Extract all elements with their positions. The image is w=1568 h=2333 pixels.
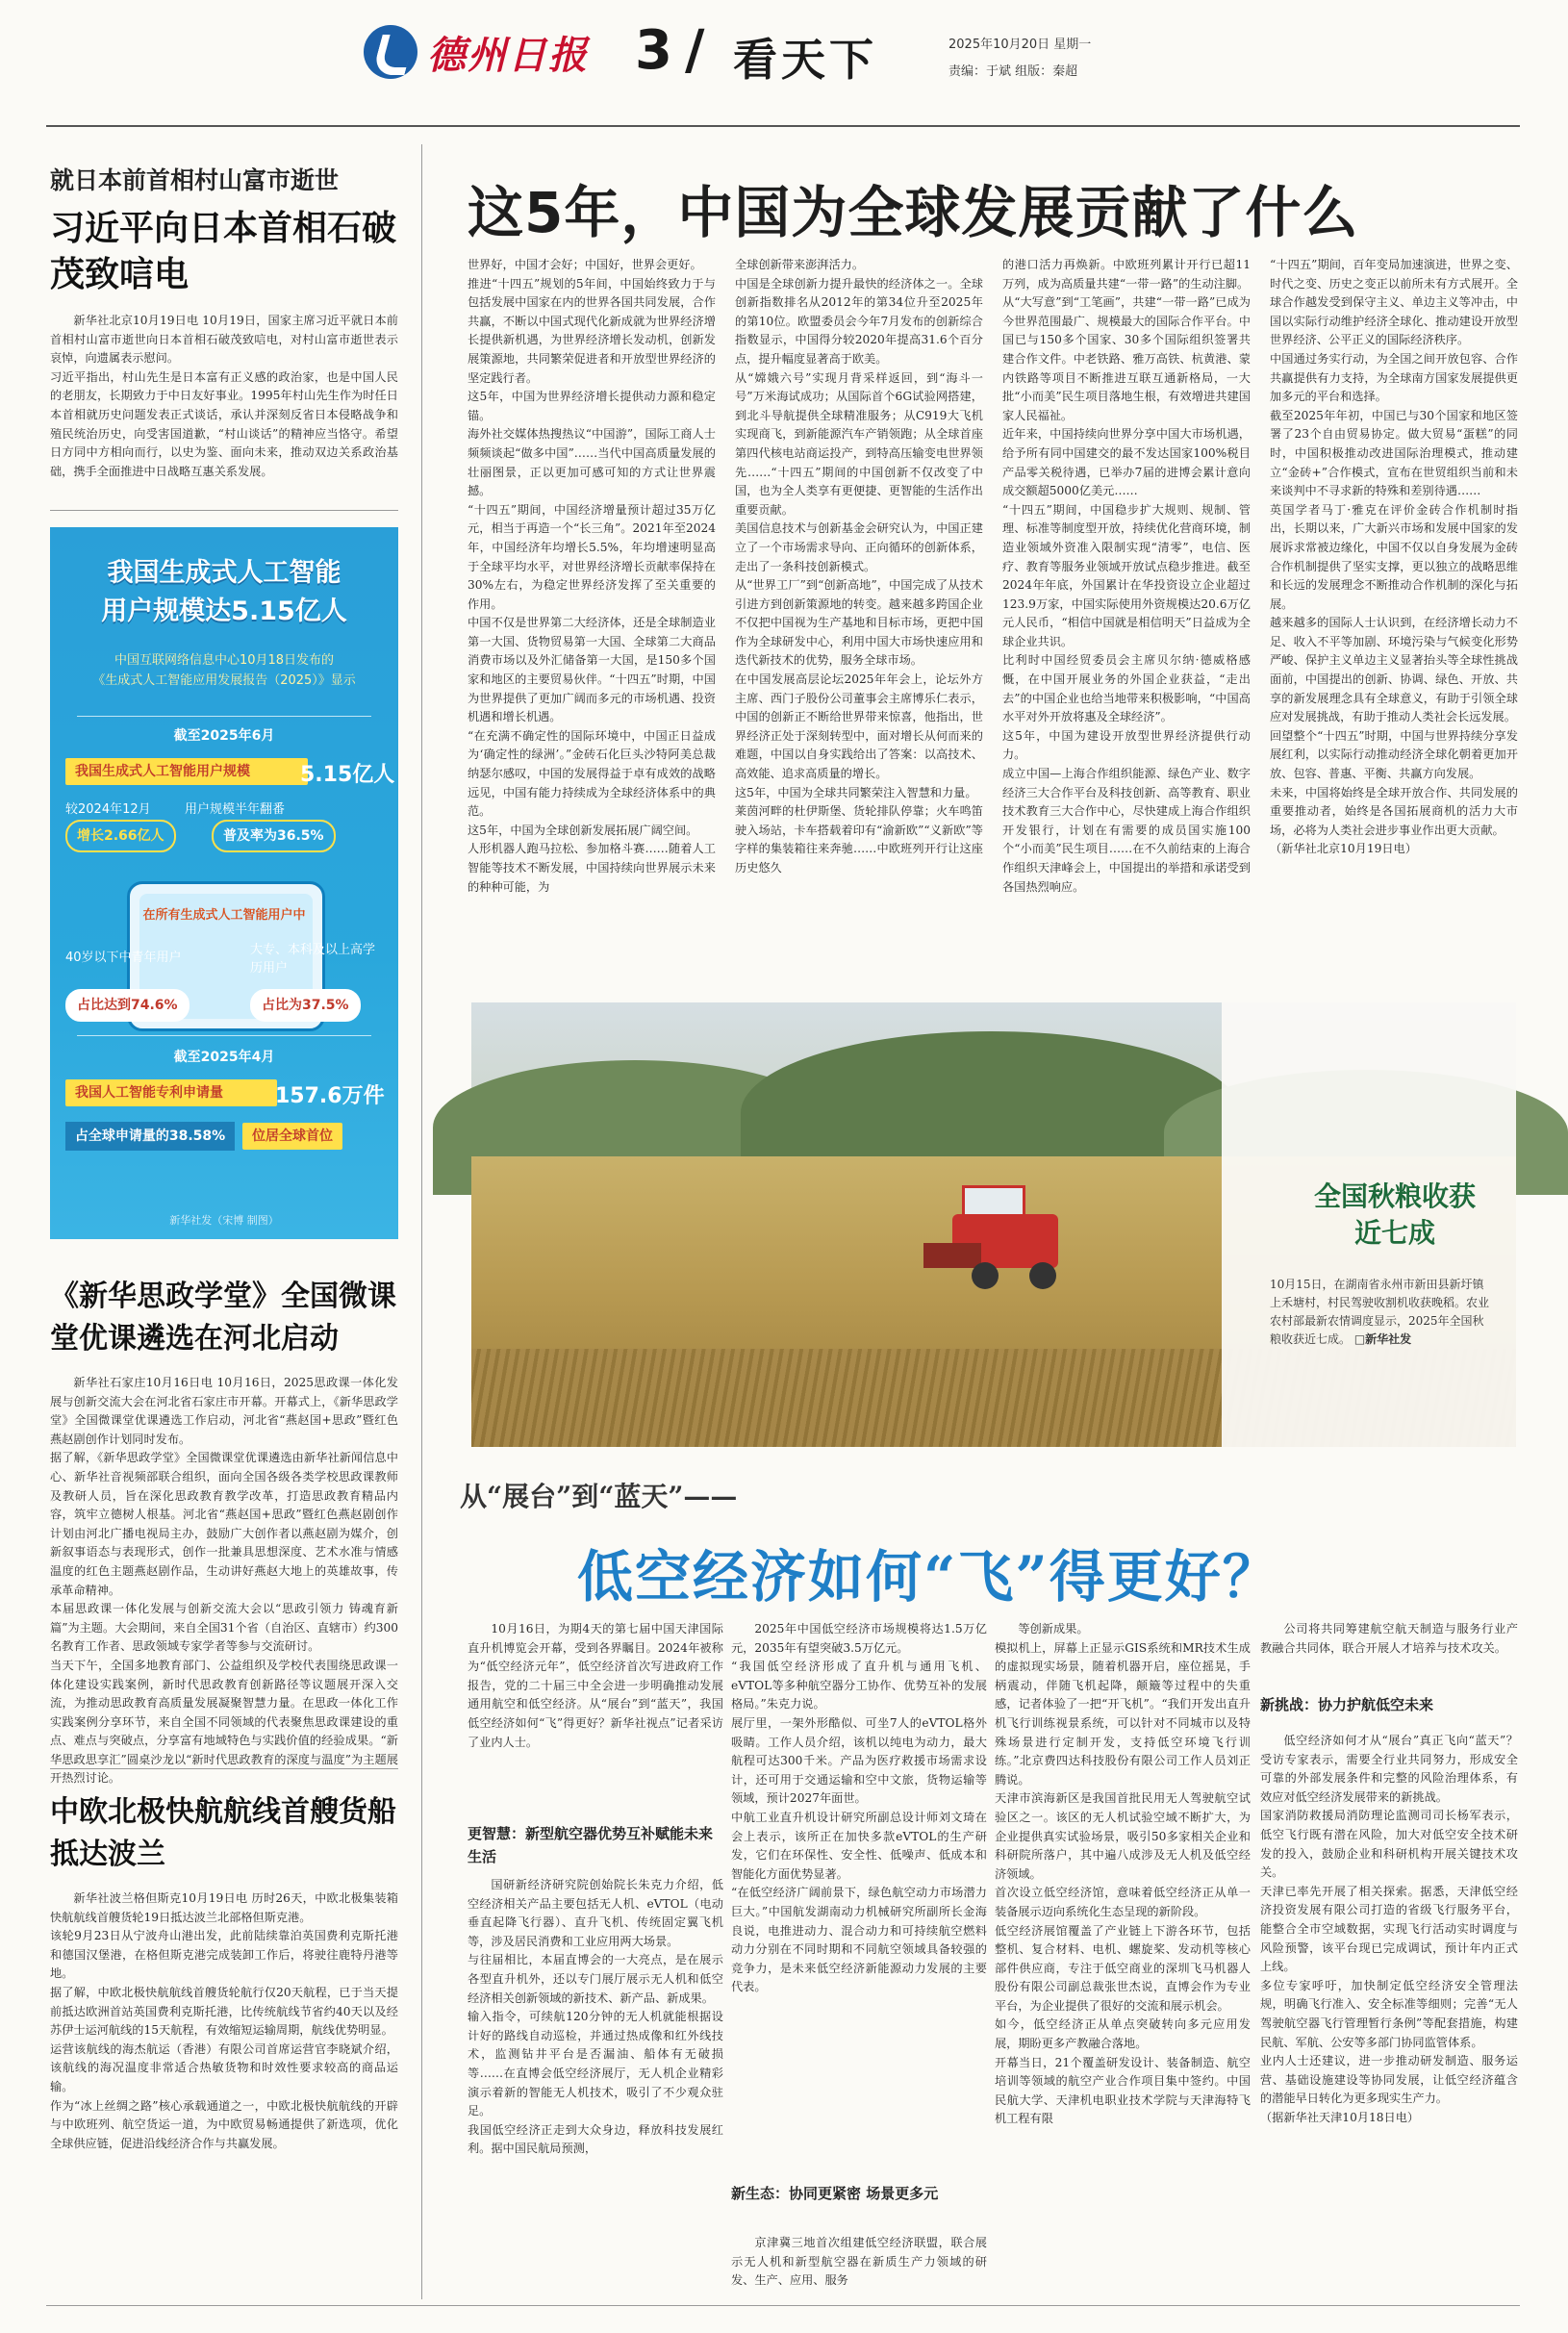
college-label: 大专、本科及以上高学历用户 [250, 943, 376, 976]
lowalt-kicker: 从“展台”到“蓝天”—— [460, 1481, 738, 1512]
lowalt-subhead-2: 新生态：协同更紧密 场景更多元 [731, 2185, 939, 2202]
infographic-title-line2: 用户规模达5.15亿人 [101, 596, 347, 626]
users-label: 我国生成式人工智能用户规模 [65, 758, 308, 785]
patent-label: 我国人工智能专利申请量 [65, 1079, 277, 1106]
rail-headline: 中欧北极快航航线首艘货船抵达波兰 [50, 1795, 396, 1871]
lowalt-col1: 10月16日，为期4天的第七届中国天津国际直升机博览会开幕，受到各界瞩目。2024年被称为“低空经济元年”，低空经济首次写进政府工作报告，党的二十届三中全会进一步明确推动发展通用航空和低空经济。从“展台”到“蓝天”，我国低空经济如何“飞”得更好？新华社视点”记者采访了业内人士。 [468, 1622, 723, 1749]
rail-story [50, 1791, 398, 2294]
infographic-caption-april: 截至2025年4月 [173, 1050, 275, 1065]
main-column: 的港口活力再焕新。中欧班列累计开行已超11万列，成为高质量共建“一带一路”的生动注脚。 从“大写意”到“工笔画”，共建“一带一路”已成为今世界范围最广、规模最大的国际合作平台。中国已与150多个国家、30多个国际组织签署共建合作文件。中老铁路、雅万高铁、杭黄港、蒙内铁路等项目不断推进互联互通新格局，一大批“小而美”民生项目落地生根，有效增进共建国家人民福祉。 近年来，中国持续向世界分享中国大市场机遇，给予所有同中国建交的最不发达国家100%税目产品零关税待遇，已举办7届的进博会累计意向成交额超5000亿美元…… “十四五”期间，中国稳步扩大规则、规制、管理、标准等制度型开放，持续优化营商环境，制造业领域外资准入限制实现“清零”，电信、医疗、教育等服务业领域开放试点稳步推进。截至2024年年底，外国累计在华投资设立企业超过123.9万家，中国实际使用外资规模达20.6万亿元人民币，“相信中国就是相信明天”日益成为全球企业共识。 比利时中国经贸委员会主席贝尔纳·德威格感慨，在中国开展业务的外国企业获益，“走出去”的中国企业也给当地带来积极影响，“中国高水平对外开放将惠及全球经济”。 这5年，中国为建设开放型世界经济提供行动力。 成立中国—上海合作组织能源、绿色产业、数字经济三大合作平台及科技创新、高等教育、职业技术教育三大合作中心，尽快建成上海合作组织开发银行，计划在有需要的成员国实施100个“小而美”民生项目……在不久前结束的上海合作组织天津峰会上，中国提出的举措和承诺受到各国热烈响应。 [1002, 258, 1251, 894]
infographic-source-line1: 中国互联网络信息中心10月18日发布的 [114, 653, 335, 668]
photo-caption [1270, 1276, 1491, 1349]
double-label: 用户规模半年翻番 [185, 802, 286, 817]
lowalt-col3: 等创新成果。 模拟机上，屏幕上正显示GIS系统和MR技术生成的虚拟现实场景，随着机器开启，座位摇晃，手柄震动，伴随飞机起降，颠簸等过程中的失重感，记者体验了一把“开飞机”。“我们开发出直升机飞行训练视景系统，可以针对不同城市以及特殊场景进行定制开发，支持低空环境飞行训练。”北京费四达科技股份有限公司工作人员刘正腾说。 天津市滨海新区是我国首批民用无人驾驶航空试验区之一。该区的无人机试验空域不断扩大，为企业提供真实试验场景，吸引50多家相关企业和科研院所落户，其中遍八成涉及无人机及低空经济领域。 首次设立低空经济馆，意味着低空经济正从单一装备展示迈向系统化生态呈现的新阶段。 低空经济展馆覆盖了产业链上下游各环节，包括整机、复合材料、电机、螺旋桨、发动机等核心部件供应商，专注于低空商业的深圳飞马机器人股份有限公司副总裁张世杰说，直博会作为专业平台，为企业提供了很好的交流和展示机会。 如今，低空经济正从单点突破转向多元应用发展，期盼更多产教融合落地。 开幕当日，21个覆盖研发设计、装备制造、航空培训等领域的航空产业合作项目集中签约。中国民航大学、天津机电职业技术学院与天津海特飞机工程有限 [995, 1622, 1251, 2126]
users-value: 5.15亿人 [300, 763, 395, 787]
lowalt-subhead-3: 新挑战：协力护航低空未来 [1260, 1696, 1434, 1713]
rail-body: 新华社波兰格但斯克10月19日电 历时26天，中欧北极集装箱快航航线首艘货轮19日抵达波兰北部格但斯克港。 该轮9月23日从宁波舟山港出发，此前陆续靠泊英国费利克斯托港和德国汉堡港，在格但斯克港完成装卸工作后，将驶往鹿特丹港等地。 据了解，中欧北极快航航线首艘货轮航行仅20天航程，已于当天提前抵达欧洲首站英国费利克斯托港，比传统航线节省约40天以及经苏伊士运河航线的15天航程，有效缩短运输周期，航线优势明显。 运营该航线的海杰航运（香港）有限公司首席运营官李晓斌介绍，该航线的海况温度非常适合热敏货物和时效性要求较高的商品运输。 作为“冰上丝绸之路”核心承载通道之一，中欧北极快航航线的开辟与中欧班列、航空货运一道，为中欧贸易畅通提供了新选项，优化全球供应链，促进沿线经济合作与共赢发展。 [50, 1891, 398, 2150]
main-column: “十四五”期间，百年变局加速演进，世界之变、时代之变、历史之变正以前所未有方式展开。全球合作越发受到保守主义、单边主义等冲击，中国以实际行动维护经济全球化、推动建设开放型世界经济、公平正义的国际经济秩序。 中国通过务实行动，为全国之间开放包容、合作共赢提供有力支持，为全球南方国家发展提供更加多元的平台和选择。 截至2025年年初，中国已与30个国家和地区签署了23个自由贸易协定。做大贸易“蛋糕”的同时，中国积极推动改进国际治理模式，推动建立“金砖+”合作模式，宣布在世贸组织当前和未来谈判中不寻求新的特殊和差别待遇…… 英国学者马丁·雅克在评价金砖合作机制时指出，长期以来，广大新兴市场和发展中国家的发展诉求常被边缘化，中国不仅以自身发展为金砖合作机制提供了坚实支撑，更以独立的战略思维和长远的发展理念不断推动合作机制的深化与拓展。 越来越多的国际人士认识到，在经济增长动力不足、收入不平等加剧、环境污染与气候变化形势严峻、保护主义单边主义显著抬头等全球性挑战面前，中国提出的创新、协调、绿色、开放、共享的新发展理念具有全球意义，有助于引领全球应对发展挑战，有助于推动人类社会长远发展。 回望整个“十四五”时期，中国与世界持续分享发展红利，以实际行动推动经济全球化朝着更加开放、包容、普惠、平衡、共赢方向发展。 未来，中国将始终是全球开放合作、共同发展的重要推动者，始终是各国拓展商机的活力大市场，必将为人类社会进步事业作出更大贡献。 （新华社北京10月19日电） [1270, 258, 1518, 856]
growth-label: 增长2.66亿人 [65, 820, 176, 852]
course-story [50, 1276, 398, 1786]
paper-name: 德州日报 [427, 32, 589, 78]
photo-credit: □新华社发 [1353, 1332, 1412, 1346]
harvester-header [923, 1243, 981, 1268]
page-slash: / [685, 19, 705, 82]
college-value: 占比为37.5% [250, 989, 361, 1022]
course-body: 新华社石家庄10月16日电 10月16日，2025思政课一体化发展与创新交流大会在河北省石家庄市开幕。开幕式上，《新华思政学堂》全国微课堂优课遴选工作启动，河北省“燕赵国+思政”暨红色燕赵剧创作计划同时发布。 据了解，《新华思政学堂》全国微课堂优课遴选由新华社新闻信息中心、新华社音视频部联合组织，面向全国各级各类学校思政课教师及教研人员，旨在深化思政教育教学改革，打造思政教育精品内容，筑牢立德树人根基。河北省“燕赵国+思政”暨红色燕赵剧创作计划由河北广播电视局主办，鼓励广大创作者以燕赵剧为媒介，创新叙事语态与表现形式，创作一批兼具思想深度、艺术水准与情感温度的红色主题燕赵剧作品，生动讲好燕赵大地上的英雄故事，传承革命精神。 本届思政课一体化发展与创新交流大会以“思政引领力 铸魂育新篇”为主题。大会期间，来自全国31个省（自治区、直辖市）约300名教育工作者、思政领域专家学者等参与交流研讨。 当天下午，全国多地教育部门、公益组织及学校代表围绕思政课一体化建设实践案例，新时代思政教育创新路径等议题展开深入交流，为推动思政教育高质量发展凝聚智慧力量。在思政一体化工作实践案例分享环节，来自全国不同领域的代表聚焦思政课建设的重点、难点与突破点，分享富有地域特色与实践价值的经验成果。“新华思政思享汇”圆桌沙龙以“新时代思政教育的深度与温度”为主题展开热烈讨论。 [50, 1376, 398, 1786]
infographic-title [50, 554, 398, 631]
infographic-divider-2 [77, 1035, 371, 1036]
lowalt-col1b: 国研新经济研究院创始院长朱克力介绍，低空经济相关产品主要包括无人机、eVTOL（电动垂直起降飞行器）、直升飞机、传统固定翼飞机等，涉及居民消费和工业应用两大场景。 与往届相比，本届直博会的一大亮点，是在展示各型直升机外，还以专门展厅展示无人机和低空经济相关创新领域的新技术、新产品、新成果。 输入指令，可续航120分钟的无人机就能根据设计好的路线自动巡检，并通过热成像和红外线技术，监测钻井平台是否漏油、船体有无破损等……在直博会低空经济展厅，无人机企业精彩演示着新的智能无人机技术，吸引了不少观众驻足。 我国低空经济正走到大众身边，释放科技发展红利。据中国民航局预测， [468, 1878, 723, 2156]
photo-caption-text: 10月15日，在湖南省永州市新田县新圩镇上禾塘村，村民驾驶收割机收获晚稻。农业农村部最新农情调度显示，2025年全国秋粮收获近七成。 [1270, 1278, 1490, 1346]
main-body [468, 256, 1520, 977]
japan-body: 新华社北京10月19日电 10月19日，国家主席习近平就日本前首相村山富市逝世向日本首相石破茂致唁电，对村山富市逝世表示哀悼，向遗属表示慰问。 习近平指出，村山先生是日本富有正义感的政治家，也是中国人民的老朋友，长期致力于中日友好事业。1995年村山先生作为时任日本首相就历史问题发表正式谈话，承认并深刻反省日本侵略战争和殖民统治历史，向受害国道歉，“村山谈话”的精神应当恪守。希望日方同中方相向而行，以史为鉴、面向未来，推动双边关系政治基础，携手全面推进中日战略互惠关系发展。 [50, 314, 398, 478]
footer-rule [46, 2305, 1520, 2306]
lowalt-col2: 2025年中国低空经济市场规模将达1.5万亿元，2035年有望突破3.5万亿元。 “我国低空经济形成了直升机与通用飞机、eVTOL等多种航空器分工协作、优势互补的发展格局。”朱克力说。 展厅里，一架外形酷似、可坐7人的eVTOL格外吸睛。工作人员介绍，该机以纯电为动力，最大航程可达300千米。产品为医疗救援市场需求设计，还可用于交通运输和空中文旅，货物运输等领域，预计2027年面世。 中航工业直升机设计研究所副总设计师刘文琦在会上表示，该所正在加快多款eVTOL的生产研发，它们在环保性、安全性、低噪声、低成本和智能化方面优势显著。 “在低空经济广阔前景下，绿色航空动力市场潜力巨大。”中国航发湖南动力机械研究所副所长金海良说，电推进动力、混合动力和可持续航空燃料动力分别在不同时期和不同航空领域具备较强的竞争力，是未来低空经济新能源动力发展的主要代表。 [731, 1622, 987, 1994]
infographic-divider [77, 716, 371, 717]
rank-label: 位居全球首位 [242, 1123, 342, 1150]
share-label: 占全球申请量的38.58% [65, 1122, 235, 1151]
course-headline: 《新华思政学堂》全国微课堂优课遴选在河北启动 [50, 1280, 396, 1356]
lowalt-col2b: 京津冀三地首次组建低空经济联盟，联合展示无人机和新型航空器在新质生产力领域的研发、生产、应用、服务 [731, 2236, 987, 2288]
photo-title: 全国秋粮收获近七成 [1313, 1180, 1476, 1249]
page-number: 3 [635, 19, 672, 82]
compare-label: 较2024年12月 [65, 802, 151, 817]
logo-mark-icon [364, 25, 417, 79]
lowalt-col4b: 低空经济如何才从“展台”真正飞向“蓝天”？受访专家表示，需要全行业共同努力，形成安全可靠的外部发展条件和完整的风险治理体系，有效应对低空经济发展带来的新挑战。 国家消防救援局消防理论监测司司长杨军表示，低空飞行既有潜在风险，加大对低空安全技术研发的投入，鼓励企业和科研机构开展关键技术攻关。 天津已率先开展了相关探索。据悉，天津低空经济投资发展有限公司打造的省级飞行服务平台，能整合全市空域数据，实现飞行活动实时调度与风险预警，该平台现已完成调试，预计年内正式上线。 多位专家呼吁，加快制定低空经济安全管理法规，明确飞行准入、安全标准等细则；完善“无人驾驶航空器飞行管理暂行条例”等配套措施，构建民航、军航、公安等多部门协同监管体系。 业内人士还建议，进一步推动研发制造、服务运营、基础设施建设等协同发展，让低空经济蕴含的潜能早日转化为更多现实生产力。 （据新华社天津10月18日电） [1260, 1734, 1518, 2124]
section-title: 看天下 [733, 34, 877, 86]
editor-credit: 责编：于斌 组版：秦超 [948, 64, 1078, 79]
main-column: 世界好，中国才会好；中国好，世界会更好。 推进“十四五”规划的5年间，中国始终致力于与包括发展中国家在内的世界各国共同发展，合作共赢，不断以中国式现代化新成就为世界经济增长提供新机遇，为世界经济增长发动机，创新发展策源地，共同繁荣促进者和开放型世界经济的坚定践行者。 这5年，中国为世界经济增长提供动力源和稳定锚。 海外社交媒体热搜热议“中国游”，国际工商人士频频谈起“做多中国”……当代中国高质量发展的壮丽图景，正以更加可感可知的方式让世界震撼。 “十四五”期间，中国经济增量预计超过35万亿元，相当于再造一个“长三角”。2021年至2024年，中国经济年均增长5.5%，年均增速明显高于全球平均水平，对世界经济增长贡献率保持在30%左右，为稳定世界经济发挥了至关重要的作用。 中国不仅是世界第二大经济体，还是全球制造业第一大国、货物贸易第一大国、全球第二大商品消费市场以及外汇储备第一大国，是150多个国家和地区的主要贸易伙伴。“十四五”时期，中国为世界提供了更加广阔而多元的市场机遇、投资机遇和增长机遇。 “在充满不确定性的国际环境中，中国正日益成为‘确定性的绿洲’。”金砖石化巨头沙特阿美总裁纳瑟尔感叹，中国的发展得益于卓有成效的战略远见，中国有能力持续成为全球经济体系中的典范。 这5年，中国为全球创新发展拓展广阔空间。 人形机器人跑马拉松、参加格斗赛……随着人工智能等技术不断发展，中国持续向世界展示未来的种种可能，为 [468, 258, 716, 894]
main-headline: 这5年，中国为全球发展贡献了什么 [468, 180, 1359, 245]
harvester-icon [923, 1185, 1077, 1291]
divider [50, 1768, 398, 1769]
harvester-wheel [1029, 1262, 1056, 1289]
youth-value: 占比达到74.6% [65, 989, 190, 1022]
phone-text: 在所有生成式人工智能用户中 [142, 908, 306, 923]
masthead-rule [46, 125, 1520, 127]
divider [50, 510, 398, 511]
lowalt-col4: 公司将共同筹建航空航天制造与服务行业产教融合共同体，联合开展人才培养与技术攻关。 [1260, 1622, 1518, 1655]
dateline: 2025年10月20日 星期一 [948, 38, 1092, 52]
youth-label: 40岁以下中青年用户 [65, 951, 182, 965]
infographic-title-line1: 我国生成式人工智能 [107, 558, 341, 588]
infographic-source [69, 650, 379, 691]
harvester-wheel [972, 1262, 999, 1289]
paper-logo [364, 21, 614, 83]
japan-kicker: 就日本前首相村山富市逝世 [50, 166, 340, 194]
lowalt-headline: 低空经济如何“飞”得更好？ [577, 1544, 1280, 1610]
penetration-label: 普及率为36.5% [212, 820, 336, 852]
lowalt-subhead-1: 更智慧：新型航空器优势互补赋能未来生活 [468, 1825, 714, 1865]
infographic-caption-june: 截至2025年6月 [173, 728, 275, 744]
infographic-source-line2: 《生成式人工智能应用发展报告（2025）》显示 [92, 673, 356, 688]
infographic-credit: 新华社发（宋博 制图） [169, 1214, 279, 1227]
main-column: 全球创新带来澎湃活力。 中国是全球创新力提升最快的经济体之一。全球创新指数排名从2012年的第34位升至2025年的第10位。欧盟委员会今年7月发布的创新综合指数显示，中国得分较2020年提高31.6个百分点，提升幅度显著高于欧美。 从“嫦娥六号”实现月背采样返回，到“海斗一号”万米海试成功；从国际首个6G试验网搭建，到北斗导航提供全球精准服务；从C919大飞机实现商飞，到新能源汽车产销领跑；从全球首座第四代核电站商运投产，到特高压输变电世界领先……“十四五”期间的中国创新不仅改变了中国，也为全人类享有更便捷、更智能的生活作出重要贡献。 美国信息技术与创新基金会研究认为，中国正建立了一个市场需求导向、正向循环的创新体系，走出了一条科技创新模式。 从“世界工厂”到“创新高地”，中国完成了从技术引进方到创新策源地的转变。越来越多跨国企业不仅把中国视为生产基地和目标市场，更把中国作为全球研发中心，利用中国大市场快速应用和迭代新技术的优势，服务全球市场。 在中国发展高层论坛2025年年会上，论坛外方主席、西门子股份公司董事会主席博乐仁表示，中国的创新正不断给世界带来惊喜，他指出，世界经济正处于深刻转型中，面对增长从何而来的难题，中国以自身实践给出了答案：以高技术、高效能、追求高质量的增长。 这5年，中国为全球共同繁荣注入智慧和力量。 莱茵河畔的杜伊斯堡、货轮排队停靠；火车鸣笛驶入场站，卡车搭载着印有“渝新欧”“义新欧”等字样的集装箱往来奔驰……中欧班列开行让这座历史悠久 [735, 258, 983, 875]
patent-value: 157.6万件 [275, 1084, 385, 1108]
japan-story [50, 162, 398, 514]
column-rule [421, 144, 422, 2299]
japan-headline: 习近平向日本首相石破茂致唁电 [50, 209, 397, 294]
ai-infographic [50, 527, 398, 1239]
